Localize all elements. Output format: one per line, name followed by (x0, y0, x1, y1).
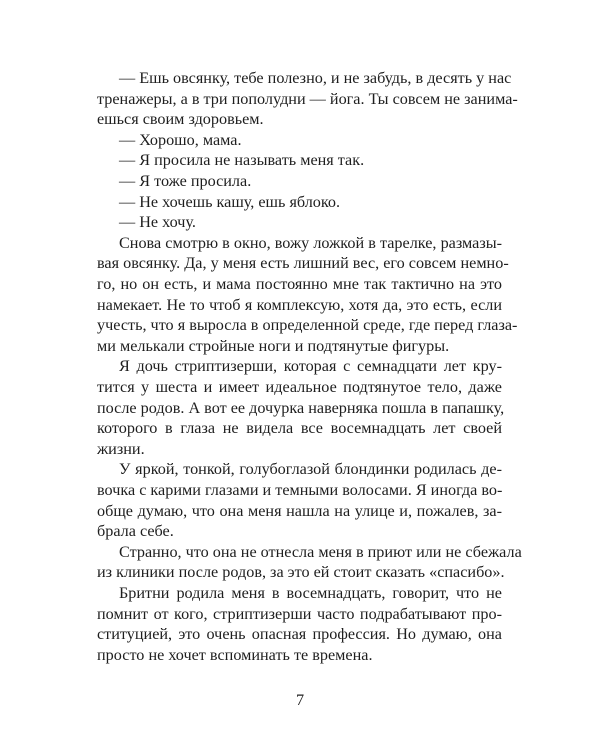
text-line: учесть, что я выросла в определенной среде, где перед глаза- (97, 316, 518, 335)
text-line: тренажеры, а в три пополудни — йога. Ты совсем не занима- (97, 89, 518, 108)
text-line: ешься своим здоровьем. (97, 110, 264, 129)
text-line: из клиники после родов, за это ей стоит сказать «спасибо». (97, 563, 505, 582)
text-line: Странно, что она не отнесла меня в приют или не сбежала (119, 542, 522, 561)
text-line: Снова смотрю в окно, вожу ложкой в тарелке, размазы- (119, 233, 502, 252)
text-line: тится у шеста и имеет идеальное подтянутое тело, даже (97, 378, 502, 396)
text-line: брала себе. (97, 522, 174, 541)
text-line: которого в глаза не видела все восемнадцать лет своей (97, 419, 502, 438)
text-line: Бритни родила меня в восемнадцать, говорит, что не (119, 584, 502, 602)
text-line: ституцией, это очень опасная профессия. Но думаю, она (97, 625, 502, 644)
text-line: жизни. (97, 439, 145, 458)
text-line: — Ешь овсянку, тебе полезно, и не забудь, в десять у нас (119, 69, 512, 87)
text-line: вочка с карими глазами и темными волосами. Я иногда во- (97, 481, 503, 499)
text-line: — Не хочешь кашу, ешь яблоко. (119, 192, 341, 211)
text-line: — Я просила не называть меня так. (119, 151, 365, 170)
text-line: — Я тоже просила. (119, 172, 252, 190)
text-line: Я дочь стриптизерши, которая с семнадцати лет кру- (119, 357, 502, 376)
text-line: — Хорошо, мама. (119, 130, 242, 149)
text-line: — Не хочу. (119, 213, 196, 232)
text-line: го, но он есть, и мама постоянно мне так тактично на это (97, 275, 502, 293)
text-line: после родов. А вот ее дочурка наверняка пошла в папашку, (97, 398, 505, 417)
text-line: просто не хочет вспоминать те времена. (97, 645, 373, 664)
text-line: У яркой, тонкой, голубоглазой блондинки родилась де- (119, 460, 502, 479)
text-line: ми мелькали стройные ноги и подтянутые фигуры. (97, 336, 450, 355)
text-line: намекает. Не то чтоб я комплексую, хотя да, это есть, если (97, 295, 502, 314)
text-line: вая овсянку. Да, у меня есть лишний вес, его совсем немно- (97, 254, 509, 273)
text-line: помнит от кого, стриптизерши часто подрабатывают про- (97, 604, 502, 623)
page-number: 7 (295, 691, 305, 709)
text-line: обще думаю, что она меня нашла на улице и, пожалев, за- (97, 501, 502, 520)
